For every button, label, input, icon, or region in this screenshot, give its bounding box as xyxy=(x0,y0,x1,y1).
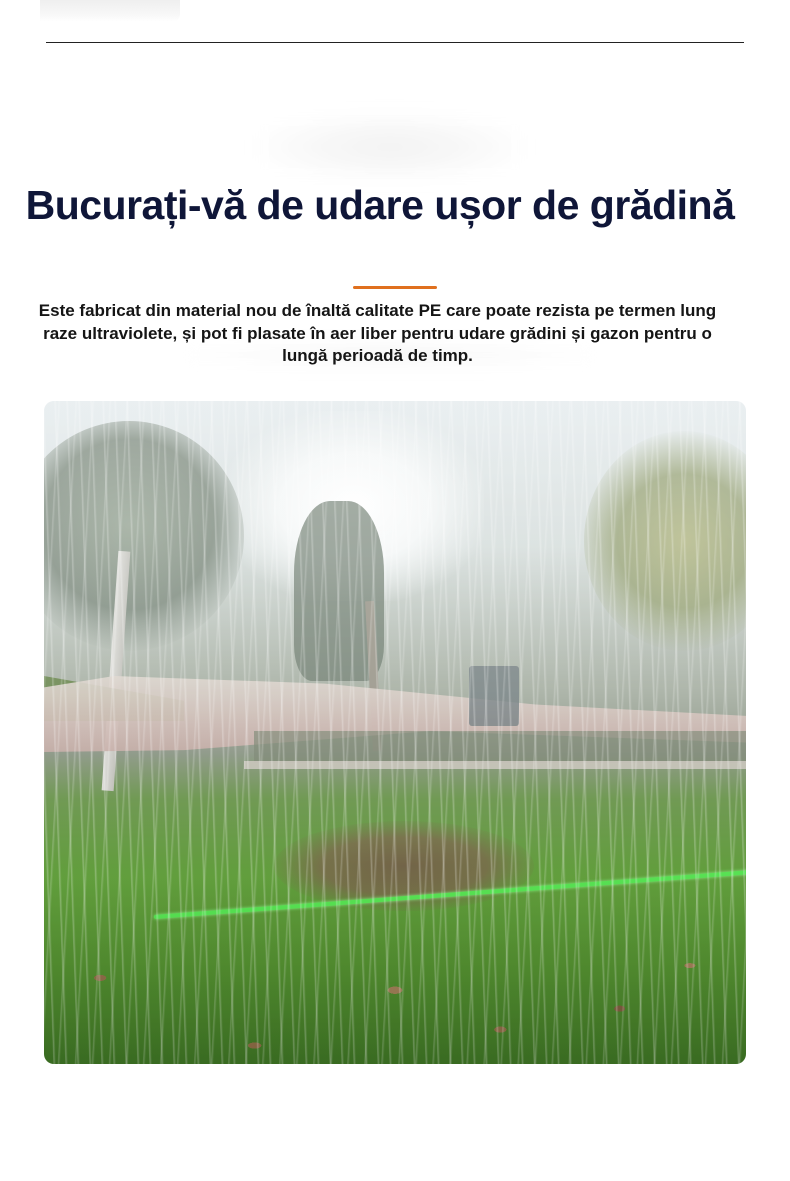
product-description: Este fabricat din material nou de înaltă calitate PE care poate rezista pe termen lung raze ultraviolete, și pot fi plasate în aer liber pentru udare grădini și gazon pentru o lungă perioadă de timp. xyxy=(38,301,717,365)
photo-shade xyxy=(44,401,746,1064)
top-image-fragment xyxy=(40,0,180,22)
garden-sprinkler-photo xyxy=(44,401,746,1064)
watermark-ghost xyxy=(255,112,525,182)
page-headline: Bucurați-vă de udare ușor de grădină xyxy=(25,182,735,228)
accent-underline xyxy=(353,286,437,289)
divider-line xyxy=(46,42,744,43)
